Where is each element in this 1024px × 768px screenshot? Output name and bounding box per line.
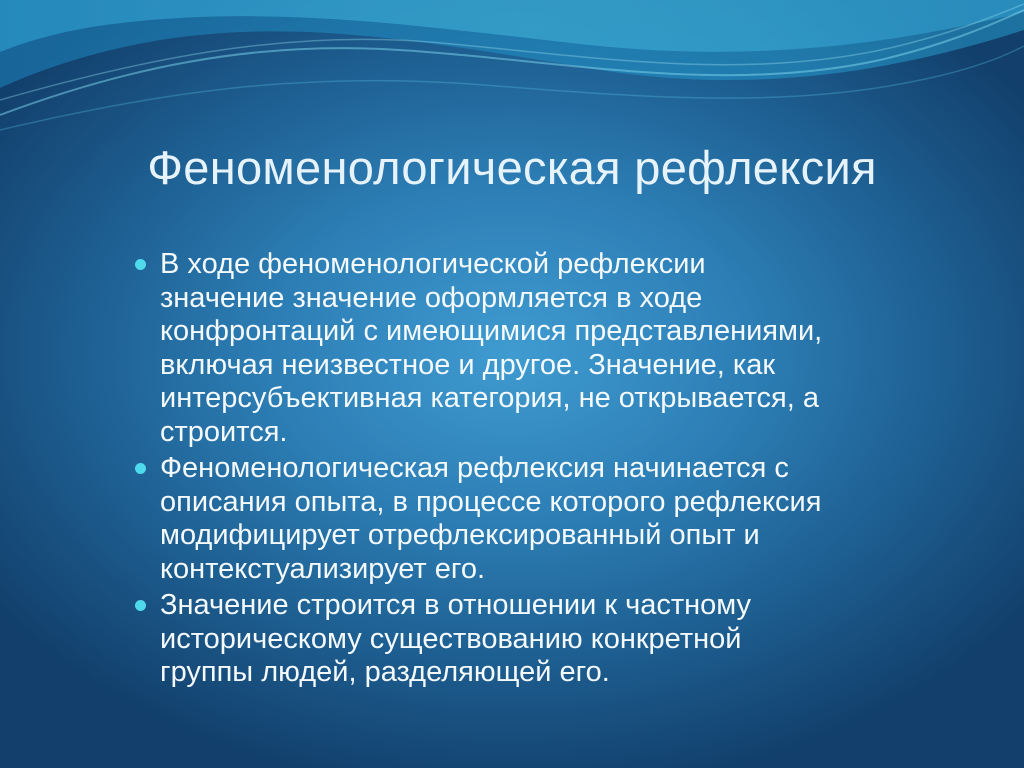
bullet-list xyxy=(132,248,962,693)
decorative-waves xyxy=(0,0,1024,140)
bullet-text: В ходе феноменологической рефлексии значение значение оформляется в ходе конфронтаций с имеющимися представлениями, включая неизвестное и другое. Значение, как интерсубъективная категория, не открывается, а строится. xyxy=(160,248,823,448)
bullet-icon xyxy=(135,600,146,611)
bullet-item xyxy=(132,452,962,586)
bullet-item xyxy=(132,248,962,449)
slide-title: Феноменологическая рефлексия xyxy=(147,141,877,194)
bullet-text: Значение строится в отношении к частному историческому существованию конкретной группы людей, разделяющей его. xyxy=(160,589,752,688)
bullet-icon xyxy=(135,463,146,474)
bullet-icon xyxy=(135,259,146,270)
bullet-item xyxy=(132,589,962,690)
bullet-text: Феноменологическая рефлексия начинается с описания опыта, в процессе которого рефлексия модифицирует отрефлексированный опыт и контекстуализирует его. xyxy=(160,452,822,585)
